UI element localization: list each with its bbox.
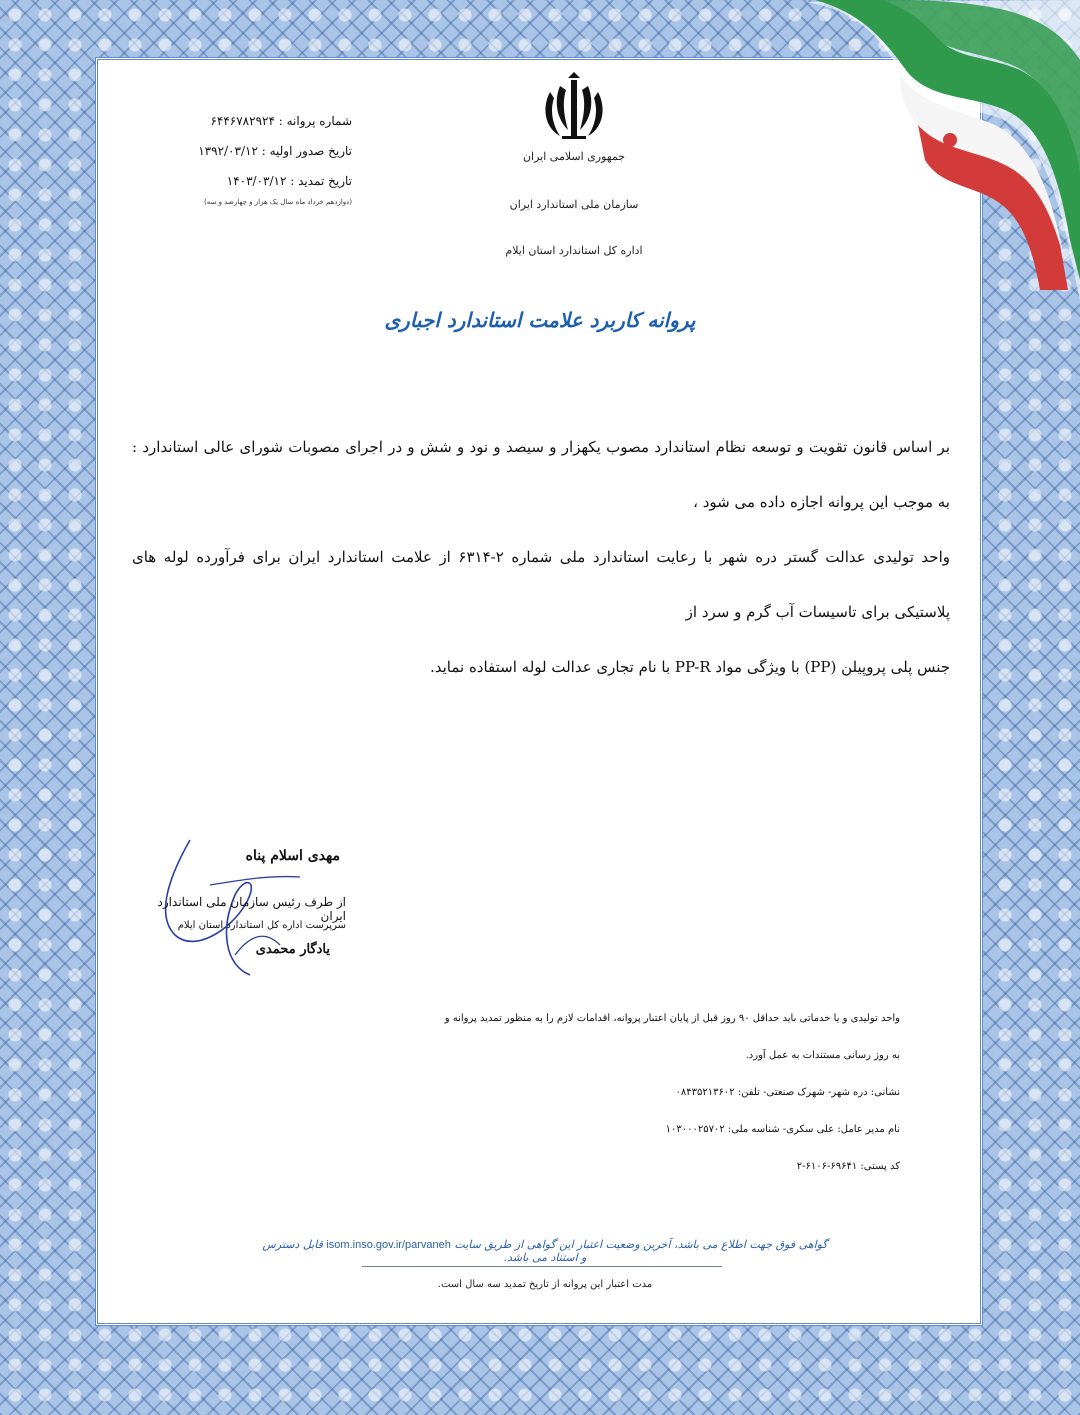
- renewal-notice: واحد تولیدی و یا خدماتی باید حداقل ۹۰ روز قبل از پایان اعتبار پروانه، اقدامات لازم را به منظور تمدید پروانه و به روز رسانی مستندات به عمل آورد.: [444, 1013, 900, 1061]
- validity-note: مدت اعتبار این پروانه از تاریخ تمدید سه سال است.: [437, 1279, 653, 1290]
- body-line-3: جنس پلی پروپیلن (PP) با ویژگی مواد PP-R با نام تجاری عدالت لوله استفاده نماید.: [429, 658, 950, 676]
- signatory-name: مهدی اسلام پناه: [245, 848, 340, 864]
- certificate-body: [132, 420, 950, 695]
- country-name: جمهوری اسلامی ایران: [522, 150, 626, 163]
- manager-info: نام مدیر عامل: علی سکری- شناسه ملی: ۱۰۳۰۰۰۲۵۷۰۲: [665, 1124, 900, 1135]
- verification-note: [260, 1238, 830, 1264]
- office-name: اداره کل استاندارد استان ایلام: [505, 244, 643, 257]
- renewal-date-label: تاریخ تمدید :: [290, 174, 352, 188]
- certificate-title: پروانه کاربرد علامت استاندارد اجباری: [384, 308, 696, 332]
- postal-code: کد پستی: ۶۹۶۴۱-۶۱۰۶-۲: [796, 1161, 900, 1172]
- body-line-2: واحد تولیدی عدالت گستر دره شهر با رعایت استاندارد ملی شماره ۲-۶۳۱۴ از علامت استاندارد ایران برای فرآورده لوله های پلاستیکی برای تاسیسات آب گرم و سرد از: [132, 548, 950, 621]
- signatory-on-behalf: از طرف رئیس سازمان ملی استاندارد ایران: [157, 895, 346, 923]
- renewal-date-note: (دوازدهم خرداد ماه سال یک هزار و چهارصد و سه): [204, 198, 352, 206]
- issue-date: ۱۳۹۲/۰۳/۱۲: [198, 144, 258, 158]
- address: نشانی: دره شهر- شهرک صنعتی- تلفن: ۰۸۴۳۵۲۱۳۶۰۲: [675, 1087, 900, 1098]
- signatory-role: سرپرست اداره کل استاندارد استان ایلام: [177, 920, 346, 931]
- iran-emblem-icon: [540, 72, 608, 142]
- license-number: ۶۴۴۶۷۸۲۹۲۴: [210, 114, 275, 128]
- verification-text-after: قابل دسترس و استناد می باشد.: [262, 1238, 587, 1264]
- license-number-row: [152, 106, 352, 136]
- body-line-1: بر اساس قانون تقویت و توسعه نظام استاندارد مصوب یکهزار و سیصد و نود و شش و در اجرای مصوبات شورای عالی استاندارد : به موجب این پروانه اجازه داده می شود ،: [132, 438, 950, 511]
- renewal-date: ۱۴۰۳/۰۳/۱۲: [226, 174, 287, 188]
- license-meta: [152, 106, 352, 208]
- verification-url[interactable]: isom.inso.gov.ir/parvaneh: [326, 1239, 451, 1251]
- signer-name: یادگار محمدی: [255, 942, 330, 957]
- license-notes: [440, 1000, 900, 1185]
- renewal-date-row: [152, 166, 352, 196]
- issue-date-label: تاریخ صدور اولیه :: [261, 144, 352, 158]
- license-number-label: شماره پروانه :: [278, 114, 352, 128]
- footer-divider: [362, 1266, 722, 1267]
- issue-date-row: [152, 136, 352, 166]
- agency-name: سازمان ملی استاندارد ایران: [509, 198, 639, 211]
- iran-flag-ribbon: [800, 0, 1080, 300]
- verification-text-before: گواهی فوق جهت اطلاع می باشد، آخرین وضعیت اعتبار این گواهی از طریق سایت: [454, 1238, 828, 1251]
